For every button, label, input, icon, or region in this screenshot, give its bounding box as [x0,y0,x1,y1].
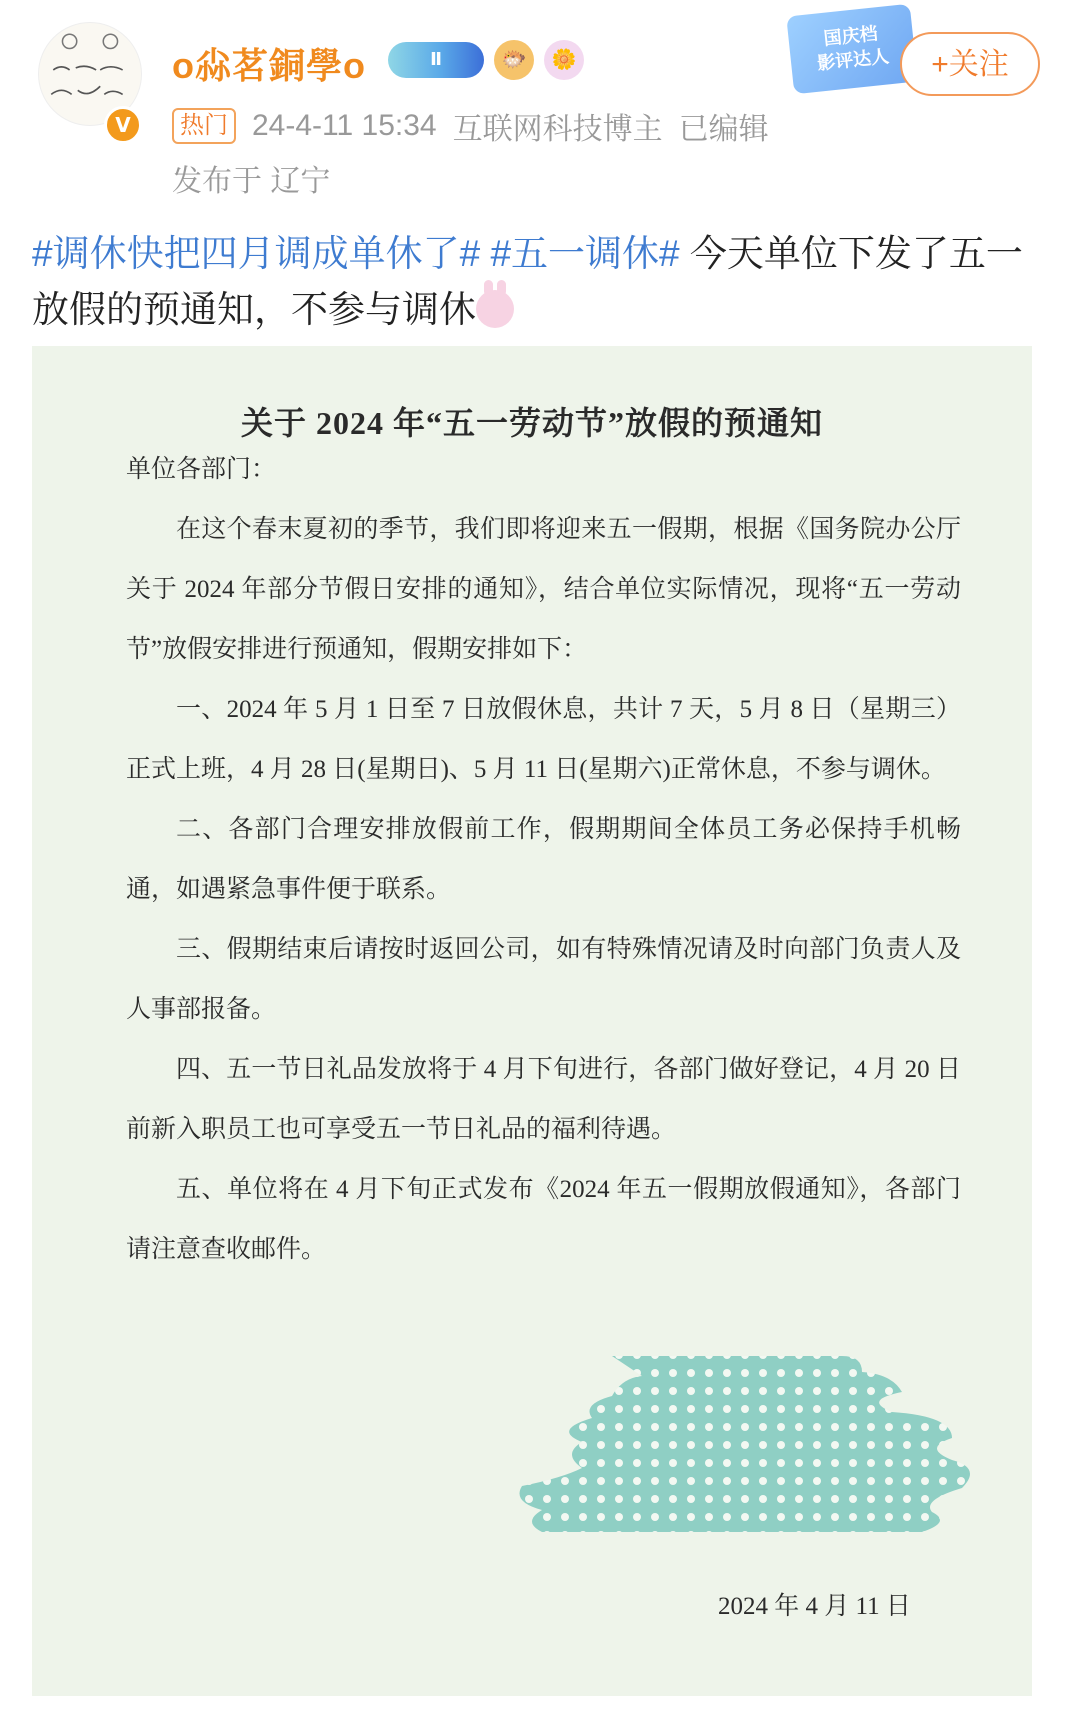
notice-image[interactable] [32,346,1032,1696]
notice-paragraph: 在这个春末夏初的季节，我们即将迎来五一假期，根据《国务院办公厅关于 2024 年部分节假日安排的通知》，结合单位实际情况，现将“五一劳动节”放假安排进行预通知，假期安排如下： [126,516,961,663]
notice-paragraph: 五、单位将在 4 月下旬正式发布《2024 年五一假期放假通知》，各部门请注意查收邮件。 [126,1176,961,1263]
username[interactable]: o尛茗銅學o [172,45,366,86]
notice-paragraph: 二、各部门合理安排放假前工作，假期期间全体员工务必保持手机畅通，如遇紧急事件便于联系。 [126,816,961,903]
notice-paragraph: 四、五一节日礼品发放将于 4 月下旬进行，各部门做好登记，4 月 20 日前新入职员工也可享受五一节日礼品的福利待遇。 [126,1056,961,1143]
author-category: 互联网科技博主 [452,113,663,146]
promo-line-1: 国庆档 [822,23,879,49]
verified-badge-icon: V [104,106,142,144]
user-badges [388,40,584,80]
notice-paragraph: 一、2024 年 5 月 1 日至 7 日放假休息，共计 7 天，5 月 8 日（星期三）正式上班，4 月 28 日(星期日)、5 月 11 日(星期六)正常休息，不参与调休。 [126,696,961,783]
bunny-emoji-icon [476,290,514,328]
edited-label: 已编辑 [678,113,769,146]
promo-line-2: 影评达人 [816,46,890,74]
post-body: 今天单位下发了五一放假的预通知，不参与调休 [32,233,1023,330]
notice-paragraph: 三、假期结束后请按时返回公司，如有特殊情况请及时向部门负责人及人事部报备。 [126,936,961,1023]
notice-body [126,440,961,1280]
notice-title: 关于 2024 年“五一劳动节”放假的预通知 [240,405,823,441]
post-timestamp: 24-4-11 15:34 [252,109,437,142]
notice-salutation: 单位各部门： [126,456,277,483]
flower-badge-icon[interactable]: 🌼 [544,40,584,80]
level-badge-icon[interactable]: Ⅱ [388,42,484,78]
redaction-blob-icon [502,1346,972,1546]
post-meta [172,104,769,148]
post-location: 发布于 辽宁 [172,165,331,198]
hot-tag: 热门 [172,108,236,144]
notice-date: 2024 年 4 月 11 日 [718,1593,911,1620]
hashtag-link[interactable]: #五一调休# [490,233,680,274]
promo-badge[interactable] [786,4,917,95]
post-text [32,226,1042,338]
follow-button[interactable]: +关注 [900,32,1040,96]
hashtag-link[interactable]: #调休快把四月调成单休了# [32,233,481,274]
fish-badge-icon[interactable]: 🐡 [494,40,534,80]
